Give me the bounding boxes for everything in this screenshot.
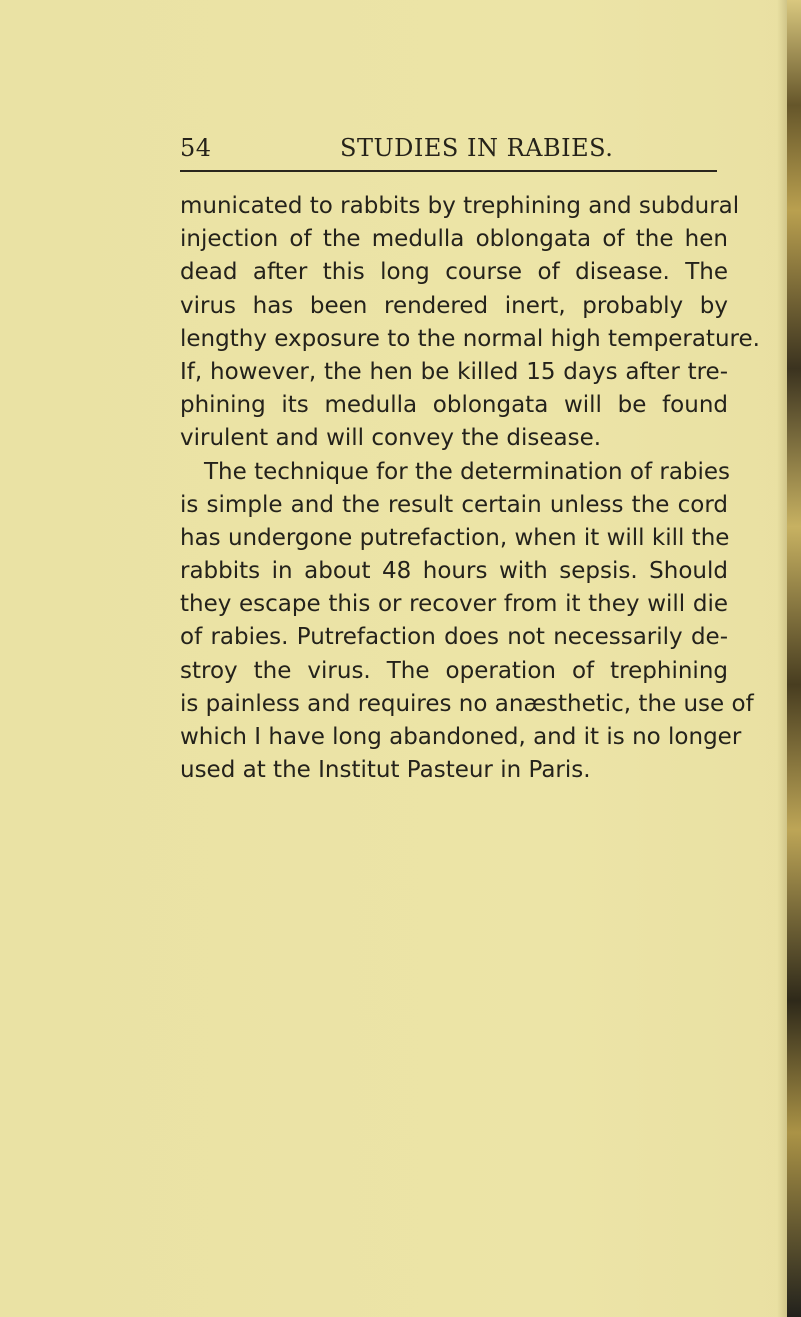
page-header	[180, 130, 710, 166]
header-rule	[180, 170, 717, 172]
text-line: rabbits in about 48 hours with sepsis. Should	[180, 558, 728, 585]
text-line: injection of the medulla oblongata of the hen	[180, 226, 728, 253]
text-line: is painless and requires no anæsthetic, the use of	[180, 690, 754, 717]
page-edge-shadow	[777, 0, 787, 1317]
paragraph-1	[180, 190, 760, 456]
text-line: which I have long abandoned, and it is no longer	[180, 724, 742, 750]
paragraph-2	[180, 456, 754, 788]
page-number: 54	[180, 134, 212, 162]
body-text	[180, 190, 760, 787]
text-line: lengthy exposure to the normal high temperature.	[180, 325, 760, 352]
text-line: has undergone putrefaction, when it will kill the	[180, 524, 730, 551]
text-line: virulent and will convey the disease.	[180, 425, 602, 452]
text-line: they escape this or recover from it they will die	[180, 591, 728, 618]
text-line: is simple and the result certain unless the cord	[180, 491, 728, 518]
text-line: The technique for the determination of rabies	[204, 458, 731, 485]
text-line: If, however, the hen be killed 15 days after tre-	[180, 358, 728, 385]
text-line: of rabies. Putrefaction does not necessarily de-	[180, 624, 728, 651]
text-line: municated to rabbits by trephining and subdural	[180, 193, 740, 219]
text-line: dead after this long course of disease. The	[180, 259, 728, 286]
text-line: stroy the virus. The operation of trephining	[180, 657, 728, 684]
text-line: virus has been rendered inert, probably by	[180, 292, 728, 319]
running-head: STUDIES IN RABIES.	[340, 134, 614, 162]
page-edge	[787, 0, 801, 1317]
text-line: used at the Institut Pasteur in Paris.	[180, 757, 591, 784]
text-line: phining its medulla oblongata will be found	[180, 392, 728, 419]
